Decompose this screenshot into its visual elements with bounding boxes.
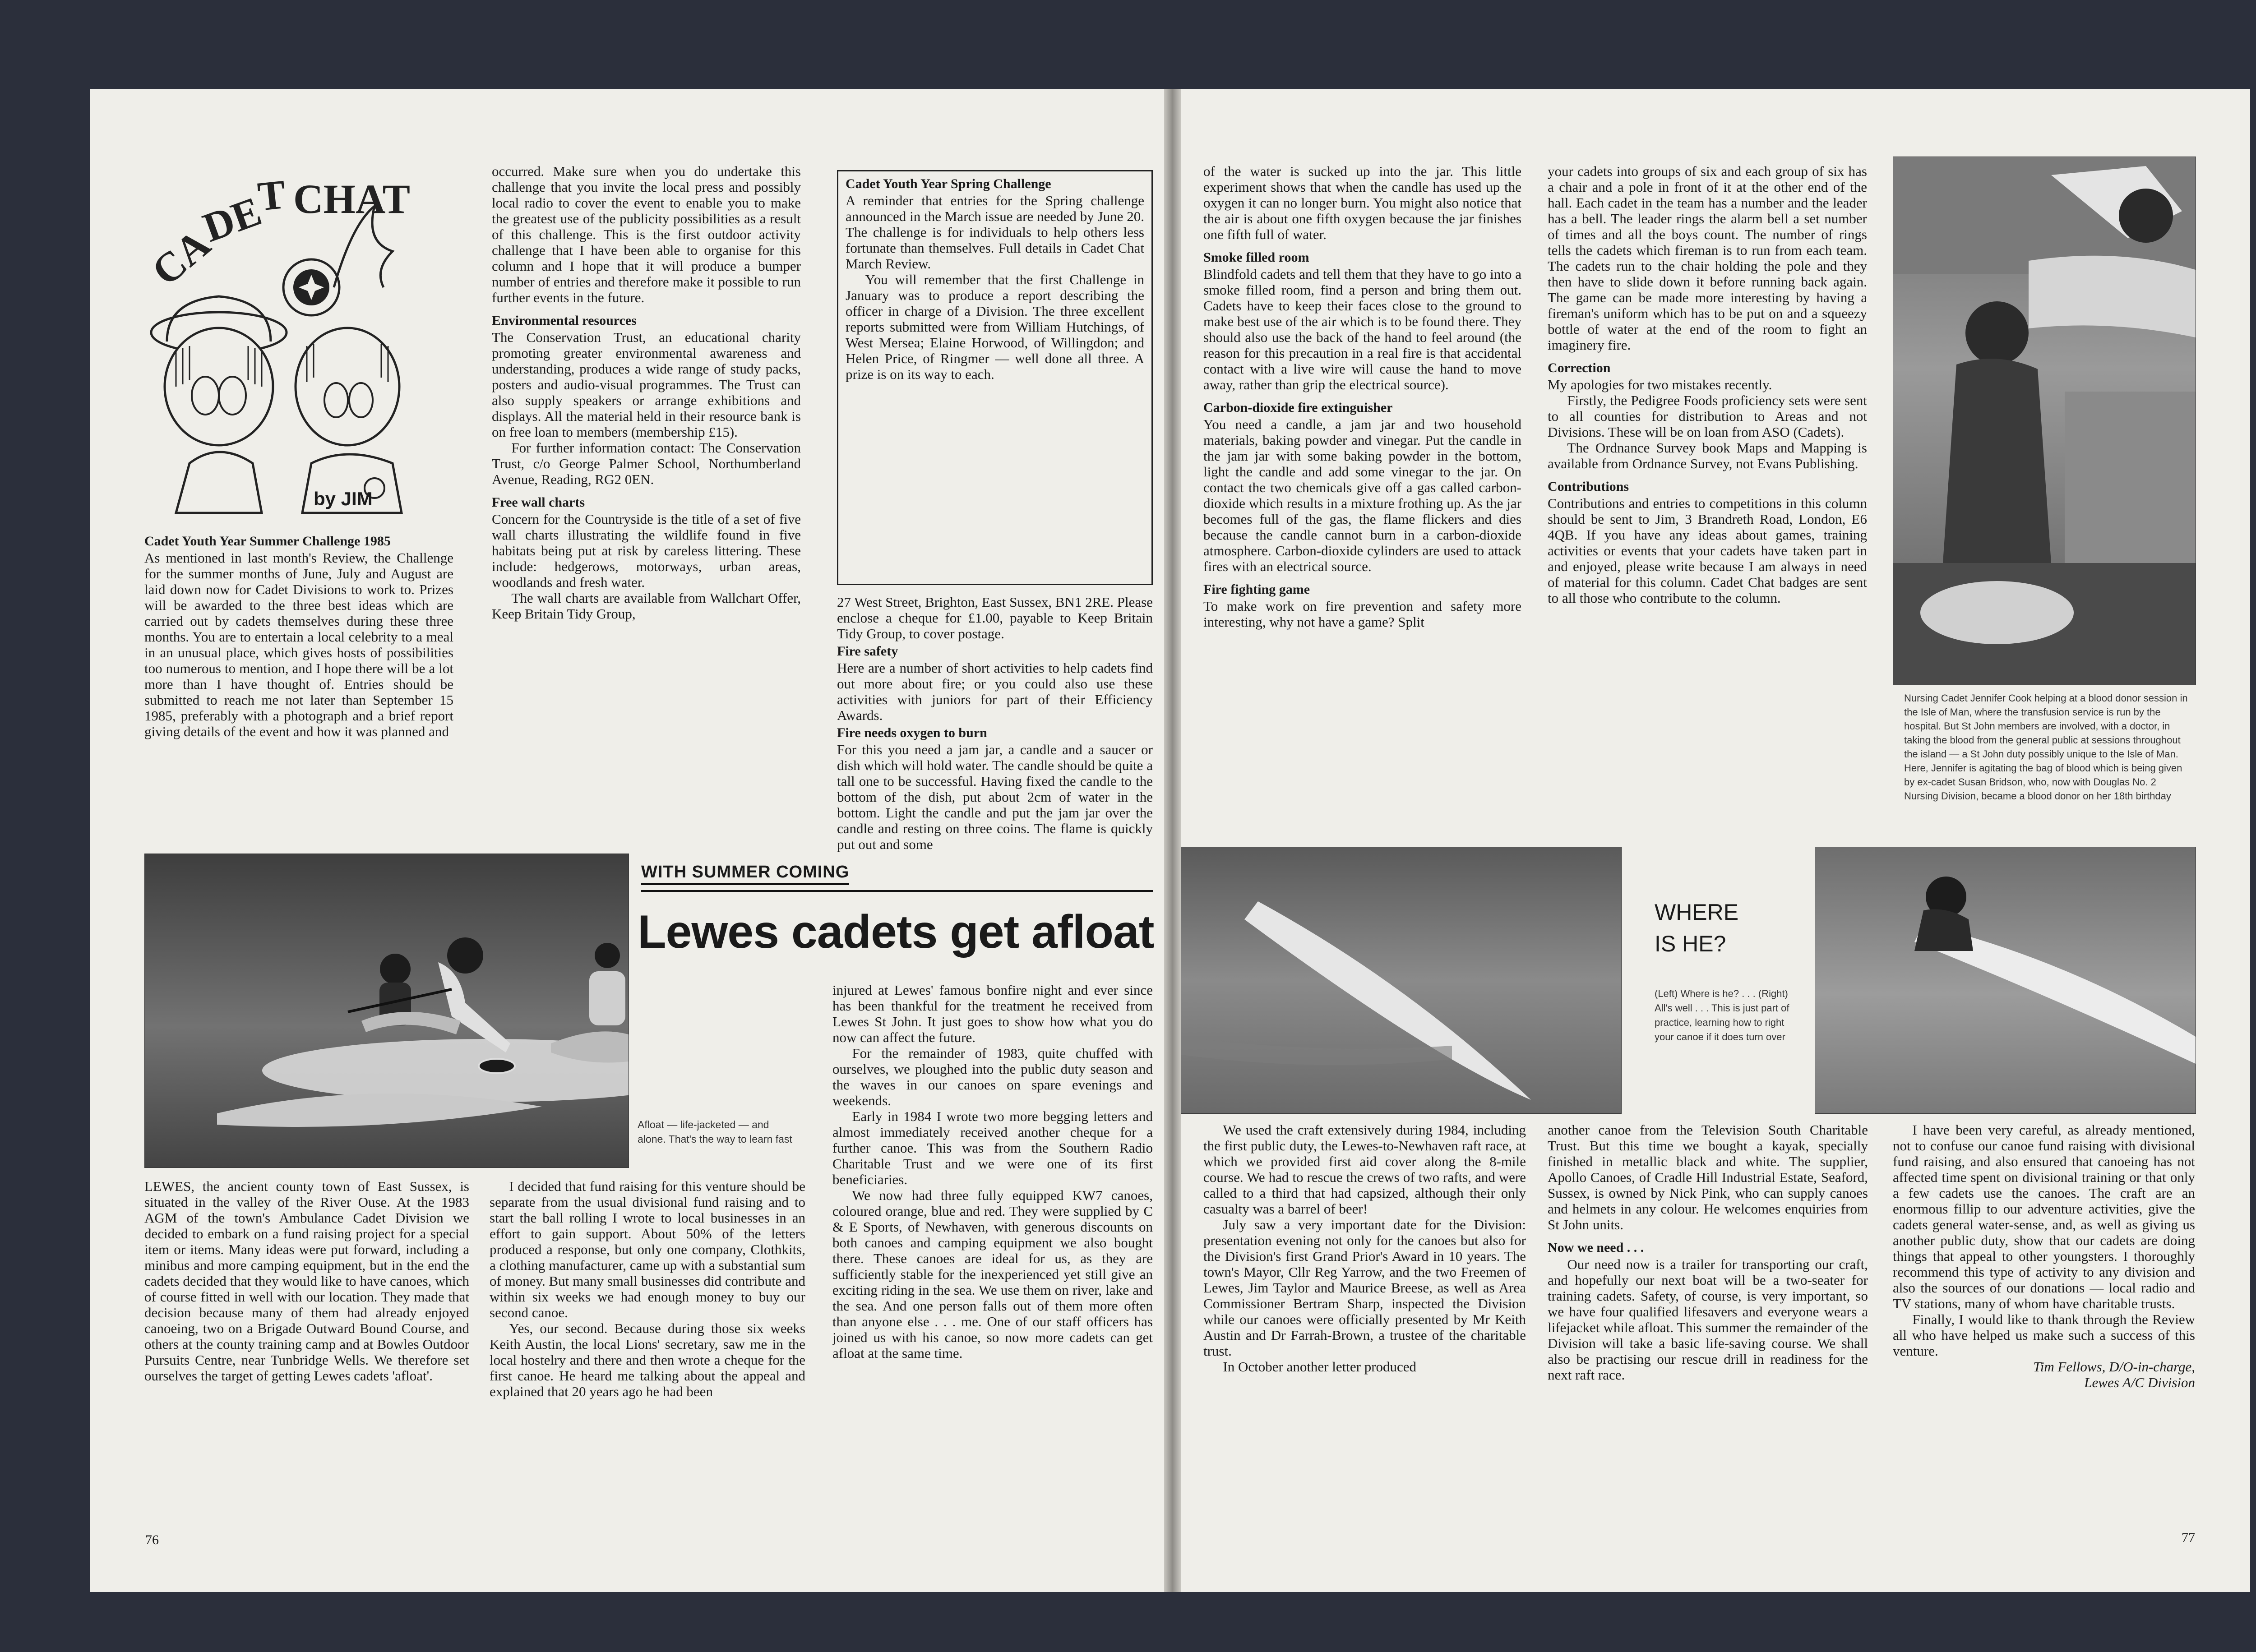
heading-fire-needs-oxygen: Fire needs oxygen to burn: [837, 725, 987, 740]
paragraph: Yes, our second. Because during those six weeks Keith Austin, the local Lions' secretary, saw me in the local hostelry and there and then wrote a cheque for the first canoe. He heard me talking about the appeal and explained that 20 years ago he had been: [490, 1320, 805, 1399]
paragraph: We used the craft extensively during 1984, including the first public duty, the Lewes-to-Newhaven raft race, at which we provided first aid cover along the 8-mile course. We had to rescue the crews of two rafts, and were called to a third that had capsized, although their only casualty was a barrel of beer!: [1203, 1122, 1526, 1217]
heading-environmental-resources: Environmental resources: [492, 313, 637, 328]
paragraph: Blindfold cadets and tell them that they have to go into a smoke filled room, find a person and bring them out. Cadets have to keep their faces close to the ground to make best use of the air which is to be found there. They should also use the back of the hand to feel around (the reason for this precaution in a real fire is that accidental contact with a live wire will cause the hand to move away, rather than grip the electrical source).: [1203, 266, 1521, 392]
heading-fire-safety: Fire safety: [837, 644, 898, 659]
paragraph: In October another letter produced: [1223, 1359, 1417, 1375]
heading-spring-challenge: Cadet Youth Year Spring Challenge: [846, 176, 1051, 191]
heading-smoke-filled-room: Smoke filled room: [1203, 250, 1309, 265]
heading-carbon-dioxide: Carbon-dioxide fire extinguisher: [1203, 400, 1393, 415]
cadet-righting-canoe-image: [1815, 847, 2196, 1113]
paragraph: Firstly, the Pedigree Foods proficiency sets were sent to all counties for distribution to Areas and not Divisions. These will be on loan from ASO (Cadets).: [1548, 392, 1867, 440]
article-column-1: [144, 1178, 469, 1539]
paragraph: The Ordnance Survey book Maps and Mapping is available from Ordnance Survey, not Evans Publishing.: [1548, 440, 1867, 471]
heading-fire-fighting-game: Fire fighting game: [1203, 582, 1310, 597]
cadet-chat-logo: [140, 152, 411, 522]
byline: by JIM: [314, 488, 373, 509]
paragraph: 27 West Street, Brighton, East Sussex, BN1 2RE. Please enclose a cheque for £1.00, payable to Keep Britain Tidy Group, to cover postage.: [837, 594, 1153, 641]
right-page: [1181, 89, 2250, 1592]
column-resources: [492, 163, 801, 939]
page-number-left: 76: [145, 1532, 159, 1547]
paragraph: You will remember that the first Challenge in January was to produce a report describing the officer in charge of a Division. The three excellent reports submitted were from William Hutchings, of West Mersea; Elaine Horwood, of Willingdon; and Helen Price, of Ringmer — well done all three. A prize is on its way to each.: [846, 272, 1144, 382]
cartoon-cadets-image: [140, 152, 411, 522]
where-is-he-title: [1655, 896, 1738, 960]
paragraph: Concern for the Countryside is the title of a set of five wall charts illustrating the wildlife found in five habitats being put at risk by careless littering. These include: hedgerows, motorways, urban areas, woodlands and fresh water.: [492, 511, 801, 590]
paragraph: Early in 1984 I wrote two more begging letters and almost immediately received another cheque for a further canoe. This was from the Southern Radio Charitable Trust and we were one of its first beneficiaries.: [832, 1108, 1153, 1187]
svg-text:DE: DE: [197, 188, 267, 251]
page-number-right: 77: [2182, 1530, 2195, 1545]
canoeists-photo: [144, 854, 629, 1168]
heading-summer-challenge: Cadet Youth Year Summer Challenge 1985: [144, 534, 391, 549]
heading-now-we-need: Now we need . . .: [1548, 1240, 1644, 1255]
paragraph: Contributions and entries to competitions in this column should be sent to Jim, 3 Brandreth Road, London, E6 4QB. If you have any ideas about games, training activities or events that your cadets have taken part in and enjoyed, please write because I am always in need of material for this column. Cadet Chat badges are sent to all those who contribute to the column.: [1548, 495, 1867, 606]
paragraph: your cadets into groups of six and each group of six has a chair and a pole in front of it at the other end of the hall. Each cadet in the team has a number and the leader has a bell. The leader rings the alarm bell a set number of times and all the boys count. The number of rings tells the cadets which fireman is to run from each team. The cadets run to the chair holding the pole and they then have to slide down it before running back again. The game can be made more interesting by having a fireman's uniform which has to be put on and a squeezy bottle of water at the end of the room to fight an imaginery fire.: [1548, 163, 1867, 353]
paragraph: July saw a very important date for the Division: presentation evening not only for the canoes but also for the Division's first Grand Prior's Award in 10 years. The town's Mayor, Cllr Reg Yarrow, and the two Freemen of Lewes, Jim Taylor and Maurice Breese, as well as Area Commissioner Bertram Sharp, inspected the Division while our canoes were officially presented by Mr Keith Austin and Dr Farrah-Brown, a trustee of the charitable trust.: [1203, 1217, 1526, 1359]
canoe-right-photo: [1815, 847, 2196, 1114]
article-column-6: [1893, 1122, 2195, 1546]
svg-text:CA: CA: [143, 220, 219, 295]
paragraph: I decided that fund raising for this venture should be separate from the usual divisional fund raising and to start the ball rolling I wrote to local businesses in an effort to gain support. About 50% of the letters produced a response, but only one company, Clothkits, a clothing manufacturer, came up with a substantial sum of money. But many small businesses did contribute and within six weeks we had enough money to buy our second canoe.: [490, 1178, 805, 1320]
paragraph: For further information contact: The Conservation Trust, c/o George Palmer School, Northumberland Avenue, Reading, RG2 0EN.: [492, 440, 801, 487]
canoe-left-photo: [1181, 847, 1622, 1114]
blood-donor-scene-image: [1893, 157, 2196, 685]
article-column-2: [490, 1178, 805, 1539]
where-line-1: WHERE: [1655, 900, 1739, 925]
author-signature: Tim Fellows, D/O-in-charge,: [2033, 1359, 2195, 1375]
paragraph: You need a candle, a jam jar and two household materials, baking powder and vinegar. Put the candle in the jam jar with some baking powder in the bottom, light the candle and add some vinegar to the jar. On contact the two chemicals give off a gas called carbon-dioxide which results in a mixture frothing up. As the jar becomes full of the gas, the flame flickers and dies because the candle cannot burn in a carbon-dioxide atmosphere. Carbon-dioxide cylinders are used to attack fires with an electrical source.: [1203, 416, 1521, 574]
author-division: Lewes A/C Division: [2084, 1375, 2195, 1390]
paragraph: I have been very careful, as already mentioned, not to confuse our canoe fund raising with divisional fund raising, and also ensured that canoeing has not affected time spent on divisional training or that only a few cadets use the canoes. The craft are an enormous fillip to our adventure activities, give the cadets general water-sense, and, as well as giving us another public duty, show that our cadets are doing things that appeal to other youngsters. I thoroughly recommend this type of activity to any division and also the sources of our donations — local radio and TV stations, many of whom have charitable trusts.: [1893, 1122, 2195, 1311]
paragraph: A reminder that entries for the Spring challenge announced in the March issue are needed by June 20. The challenge is for individuals to help others less fortunate than themselves. Full details in Cadet Chat March Review.: [846, 193, 1144, 272]
article-headline: Lewes cadets get afloat: [638, 906, 1154, 958]
canoe-photo-caption: Afloat — life-jacketed — and alone. That's the way to learn fast: [638, 1119, 792, 1145]
paragraph: We now had three fully equipped KW7 canoes, coloured orange, blue and red. They were supplied by C & E Sports, of Newhaven, with generous discounts on both canoes and camping equipment we also bought there. These canoes are ideal for us, as they are sufficiently stable for the inexperienced yet still give an exciting riding in the sea. We use them on river, lake and the sea. And one person falls out of them more often than anyone else . . . me. One of our staff officers has joined us with his canoe, so now more cadets can get afloat at the same time.: [832, 1187, 1153, 1361]
article-kicker: WITH SUMMER COMING: [641, 863, 849, 885]
paragraph: of the water is sucked up into the jar. This little experiment shows that when the candle has used up the oxygen it can no longer burn. You might also notice that the air is about one fifth oxygen because the jar finishes one fifth full of water.: [1203, 163, 1521, 242]
article-column-3: [832, 982, 1153, 1541]
paragraph: My apologies for two mistakes recently.: [1548, 377, 1772, 392]
paragraph: Finally, I would like to thank through the Review all who have helped us make such a success of this venture.: [1893, 1311, 2195, 1359]
svg-text:T: T: [255, 171, 288, 220]
paragraph: Here are a number of short activities to help cadets find out more about fire; or you could also use these activities with juniors for part of their Efficiency Awards.: [837, 660, 1153, 723]
heading-contributions: Contributions: [1548, 479, 1629, 494]
paragraph: LEWES, the ancient county town of East Sussex, is situated in the valley of the River Ouse. At the 1983 AGM of the town's Ambulance Cadet Division we decided to embark on a fund raising project for a special item or items. Many ideas were put forward, including a minibus and more camping equipment, but in the end the cadets decided that they would like to have canoes, which of course fitted in well with our location. They made that decision because many of them had already enjoyed canoeing, two on a Brigade Outward Bound Course, and others at the county training camp and at Bowles Outdoor Pursuits Centre, near Tunbridge Wells. We therefore set ourselves the target of getting Lewes cadets 'afloat'.: [144, 1178, 469, 1384]
column-fire-safety: [837, 594, 1153, 939]
left-page: [90, 89, 1164, 1592]
column-experiments: [1203, 163, 1521, 939]
paragraph: The Conservation Trust, an educational charity promoting greater environmental awareness and understanding, produces a wide range of study packs, posters and audio-visual programmes. The Trust can also supply speakers or arrange exhibitions and displays. All the material held in their resource bank is on free loan to members (membership £15).: [492, 329, 801, 440]
heading-free-wall-charts: Free wall charts: [492, 495, 585, 510]
paragraph: For the remainder of 1983, quite chuffed with ourselves, we ploughed into the public duty season and the waves in our canoes on spare evenings and weekends.: [832, 1045, 1153, 1108]
nursing-cadet-caption: Nursing Cadet Jennifer Cook helping at a blood donor session in the Isle of Man, where the transfusion service is run by the hospital. But St John members are involved, with a doctor, in taking the blood from the general public at sessions throughout the island — a St John duty possibly unique to the Isle of Man. Here, Jennifer is agitating the bag of blood which is being given by ex-cadet Susan Bridson, who, now with Douglas No. 2 Nursing Division, became a blood donor on her 18th birthday: [1904, 692, 2188, 802]
overturned-canoe-image: [1181, 847, 1621, 1113]
svg-text:CHAT: CHAT: [293, 176, 410, 222]
kicker-rule: [641, 890, 1153, 892]
where-is-he-caption: (Left) Where is he? . . . (Right) All's well . . . This is just part of practice, learning how to right your canoe if it does turn over: [1655, 988, 1789, 1043]
spine-gutter: [1164, 89, 1181, 1592]
column-game-corrections: [1548, 163, 1867, 939]
paragraph: occurred. Make sure when you do undertake this challenge that you invite the local press and possibly local radio to cover the event to enable you to make the greatest use of the publicity possibilities as a result of this challenge. This is the first outdoor activity challenge that I have been able to organise for this column and I hope that it will produce a bumper number of entries and therefore make it possible to run further events in the future.: [492, 163, 801, 305]
nursing-cadet-photo: [1893, 157, 2196, 685]
paragraph: As mentioned in last month's Review, the Challenge for the summer months of June, July and August are laid down now for Cadet Divisions to work to. Prizes will be awarded to the three best ideas which are carried out by cadets themselves during these three months. You are to entertain a local celebrity to a meal in an unusual place, which gives hosts of possibilities too numerous to mention, and I hope there will be a lot more than I have thought of. Entries should be submitted to reach me not later than September 15 1985, preferably with a photograph and a brief report giving details of the event and how it was planned and: [144, 550, 453, 739]
paragraph: For this you need a jam jar, a candle and a saucer or dish which will hold water. The candle should be quite a tall one to be successful. Having fixed the candle to the bottom of the dish, put about 2cm of water in the bottom. Light the candle and put the jam jar over the candle and resting on three coins. The flame is quickly put out and some: [837, 742, 1153, 852]
article-column-5: [1548, 1122, 1868, 1546]
canoe-scene-image: [145, 854, 629, 1167]
paragraph: injured at Lewes' famous bonfire night and ever since has been thankful for the treatment he received from Lewes St John. It just goes to show how what you do now can affect the future.: [832, 982, 1153, 1045]
paragraph: The wall charts are available from Wallchart Offer, Keep Britain Tidy Group,: [492, 590, 801, 622]
article-column-4: [1203, 1122, 1526, 1546]
paragraph: another canoe from the Television South Charitable Trust. But this time we bought a kayak, specially finished in metallic black and white. The supplier, Apollo Canoes, of Cradle Hill Industrial Estate, Seaford, Sussex, is owned by Nick Pink, who can supply canoes and helmets in any colour. He welcomes enquiries from St John units.: [1548, 1122, 1868, 1232]
paragraph: To make work on fire prevention and safety more interesting, why not have a game? Split: [1203, 598, 1521, 630]
paragraph: Our need now is a trailer for transporting our craft, and hopefully our next boat will be a two-seater for training cadets. Safety, of course, is very important, so we have four qualified lifesavers and everyone wears a lifejacket while afloat. This summer the remainder of the Division will take a basic life-saving course. We shall also be practising our rescue drill in readiness for the next raft race.: [1548, 1256, 1868, 1383]
where-line-2: IS HE?: [1655, 931, 1726, 956]
spring-challenge-box: [837, 170, 1153, 585]
heading-correction: Correction: [1548, 360, 1611, 375]
